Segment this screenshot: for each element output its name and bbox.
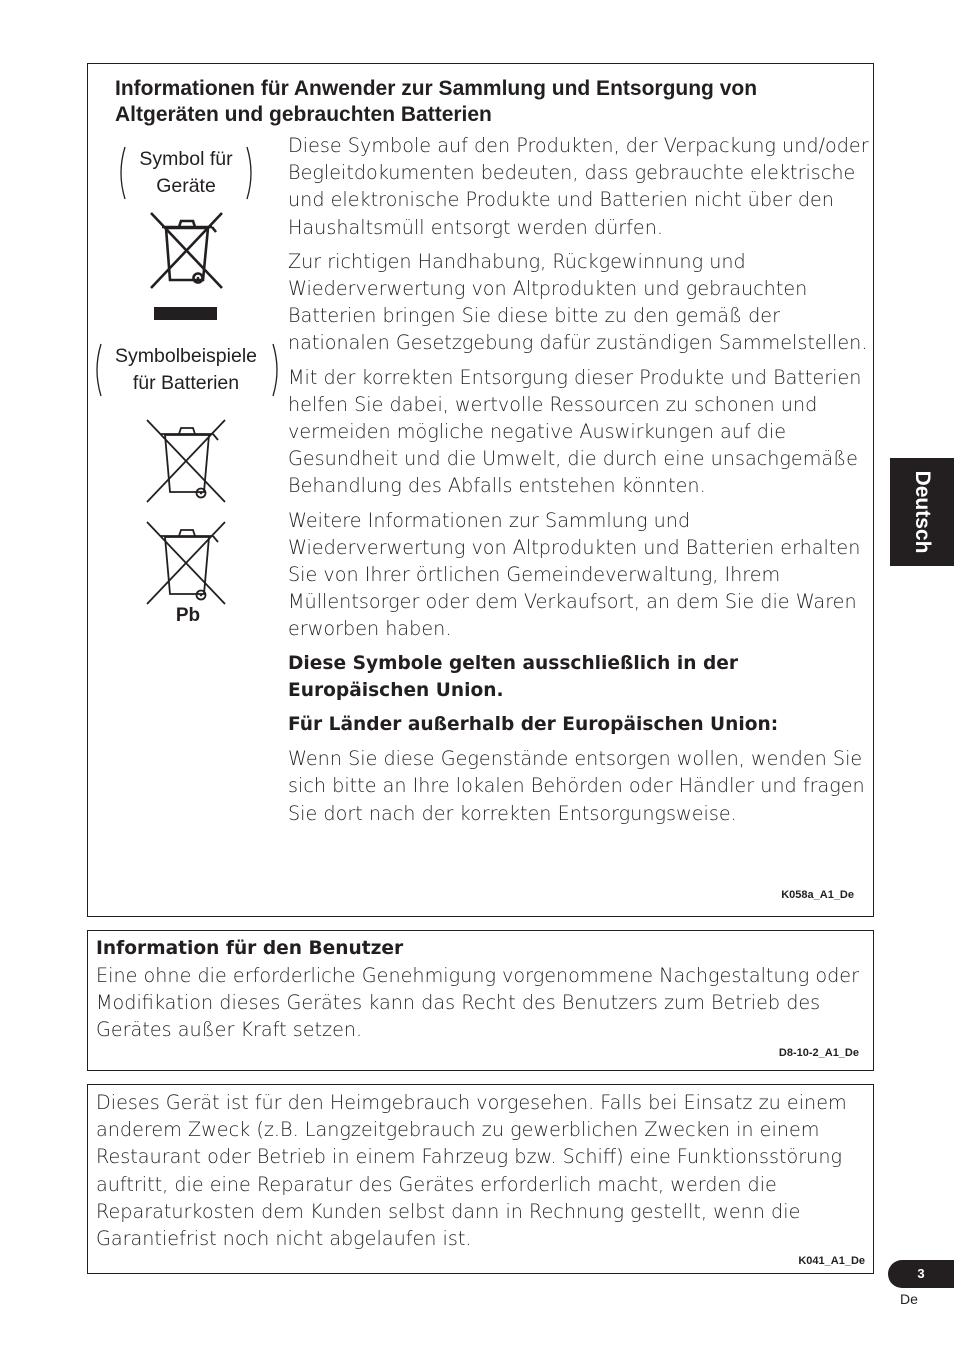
non-eu-heading: Für Länder außerhalb der Europäischen Union:	[288, 714, 779, 736]
recycling-paragraph: Mit der korrekten Entsorgung dieser Produkte und Batterien helfen Sie dabei, wertvolle Ressourcen zu schonen und vermeiden mögliche negative Auswirkungen auf die Gesundheit und die Umwelt, die durch eine unsachgemäße Behandlung des Abfalls entstehen könnten.	[288, 365, 862, 498]
battery-symbol-label: Symbolbeispiele für Batterien	[115, 345, 257, 394]
device-symbol-label: Symbol für Geräte	[139, 148, 233, 197]
recycling-paragraph: Diese Symbole auf den Produkten, der Verpackung und/oder Begleitdokumenten bedeuten, dass gebrauchte elektrische und elektronische Produkte und Batterien nicht über den Haushaltsmüll entsorgt werden dürfen.	[288, 134, 869, 239]
language-side-tab	[890, 458, 954, 566]
non-eu-text: Wenn Sie diese Gegenstände entsorgen wollen, wenden Sie sich bitte an Ihre lokalen Behörden oder Händler und fragen Sie dort nach der korrekten Entsorgungsweise.	[288, 747, 865, 825]
user-info-box	[87, 930, 874, 1071]
page-number: 3	[888, 1260, 954, 1288]
recycling-code: K058a_A1_De	[781, 889, 854, 901]
battery-symbol-label-group	[92, 341, 282, 401]
home-use-box	[87, 1084, 874, 1274]
pb-label: Pb	[175, 605, 201, 626]
language-side-tab-label: Deutsch	[911, 470, 934, 554]
crossed-bin-pb-icon	[145, 520, 229, 606]
home-use-code: K041_A1_De	[798, 1255, 865, 1267]
left-parenthesis-icon	[116, 146, 126, 200]
recycling-text-column	[288, 132, 870, 834]
user-info-text: Eine ohne die erforderliche Genehmigung vorgenommene Nachgestaltung oder Modifikation dieses Gerätes kann das Recht des Benutzers zum Betrieb des Gerätes außer Kraft setzen.	[96, 964, 859, 1042]
recycling-paragraph: Weitere Informationen zur Sammlung und Wiederverwertung von Altprodukten und Batterien erhalten Sie von Ihrer örtlichen Gemeindeverwaltung, Ihrem Müllentsorger oder dem Verkaufsort, an dem Sie die Waren erworben haben.	[288, 508, 861, 641]
right-parenthesis-icon	[246, 146, 256, 200]
user-info-title: Information für den Benutzer	[96, 938, 404, 959]
crossed-wheelie-bin-icon	[146, 210, 228, 324]
eu-notice: Diese Symbole gelten ausschließlich in der Europäischen Union.	[288, 652, 739, 701]
right-parenthesis-icon	[272, 343, 282, 397]
device-symbol-label-group	[116, 144, 256, 204]
recycling-info-box	[87, 63, 874, 917]
recycling-paragraph: Zur richtigen Handhabung, Rückgewinnung und Wiederverwertung von Altprodukten und gebrauchten Batterien bringen Sie diese bitte zu den gemäß der nationalen Gesetzgebung dafür zuständigen Sammelstellen.	[288, 249, 868, 355]
page-language: De	[900, 1291, 918, 1307]
crossed-bin-battery-icon	[145, 418, 229, 504]
home-use-text: Dieses Gerät ist für den Heimgebrauch vorgesehen. Falls bei Einsatz zu einem anderem Zweck (z.B. Langzeitgebrauch zu gewerblichen Zwecken in einem Restaurant oder Betrieb in einem Fahrzeug bzw. Schiff) eine Funktionsstörung auftritt, die eine Reparatur des Gerätes erforderlich macht, werden die Reparaturkosten dem Kunden selbst dann in Rechnung gestellt, wenn die Garantiefrist noch nicht abgelaufen ist.	[96, 1091, 847, 1251]
recycling-heading: Informationen für Anwender zur Sammlung und Entsorgung von Altgeräten und gebrauchten Batterien	[115, 77, 758, 126]
user-info-code: D8-10-2_A1_De	[778, 1047, 859, 1059]
